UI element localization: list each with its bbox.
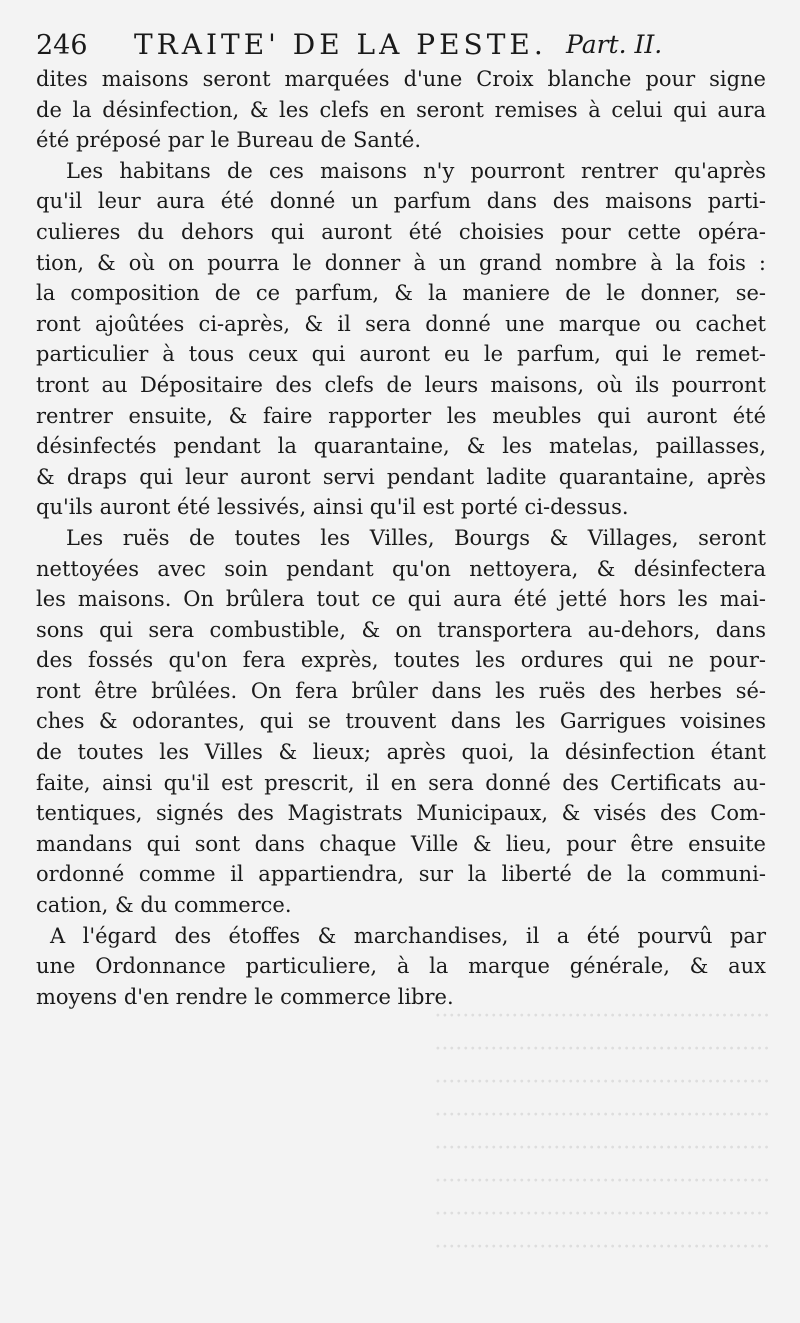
text-line: tront au Dépositaire des clefs de leurs maisons, où ils pourront: [36, 372, 766, 397]
text-line: qu'ils auront été lessivés, ainsi qu'il est porté ci-dessus.: [36, 495, 629, 520]
text-line: qu'il leur aura été donné un parfum dans des maisons parti-: [36, 189, 766, 214]
reverse-side-bleed-through: ················································ ················································ ················································ ················································ ················································ ················································ ················································ ················································: [434, 1004, 770, 1260]
text-line: mandans qui sont dans chaque Ville & lieu, pour être ensuite: [36, 831, 766, 856]
text-line: A l'égard des étoffes & marchandises, il a été pourvû par: [50, 923, 766, 948]
text-line: nettoyées avec soin pendant qu'on nettoyera, & désinfectera: [36, 556, 766, 581]
text-line: une Ordonnance particuliere, à la marque générale, & aux: [36, 954, 766, 979]
paragraph-1: [36, 64, 766, 156]
text-line: Les ruës de toutes les Villes, Bourgs & Villages, seront: [66, 525, 766, 550]
paragraph-4: [36, 921, 766, 1013]
text-line: & draps qui leur auront servi pendant ladite quarantaine, après: [36, 464, 766, 489]
page-header: [36, 26, 766, 66]
text-line: de la désinfection, & les clefs en seront remises à celui qui aura: [36, 97, 766, 122]
text-line: ront ajoûtées ci-après, & il sera donné une marque ou cachet: [36, 311, 766, 336]
text-line: tentiques, signés des Magistrats Municipaux, & visés des Com-: [36, 801, 766, 826]
running-title: TRAITE' DE LA PESTE.: [134, 28, 547, 61]
text-line: ches & odorantes, qui se trouvent dans les Garrigues voisines: [36, 709, 766, 734]
text-line: désinfectés pendant la quarantaine, & les matelas, paillasses,: [36, 434, 766, 459]
text-line: été préposé par le Bureau de Santé.: [36, 128, 422, 153]
text-line: tion, & où on pourra le donner à un grand nombre à la fois :: [36, 250, 766, 275]
text-line: sons qui sera combustible, & on transportera au-dehors, dans: [36, 617, 766, 642]
text-line: la composition de ce parfum, & la maniere de le donner, se-: [36, 281, 766, 306]
text-line: particulier à tous ceux qui auront eu le parfum, qui le remet-: [36, 342, 766, 367]
text-line: les maisons. On brûlera tout ce qui aura été jetté hors les mai-: [36, 587, 766, 612]
paragraph-3: [36, 523, 766, 921]
text-line: cation, & du commerce.: [36, 893, 292, 918]
body-text: [36, 64, 766, 1012]
text-line: ordonné comme il appartiendra, sur la liberté de la communi-: [36, 862, 766, 887]
text-line: de toutes les Villes & lieux; après quoi, la désinfection étant: [36, 740, 766, 765]
text-line: Les habitans de ces maisons n'y pourront rentrer qu'après: [66, 158, 766, 183]
part-label: Part. II.: [566, 30, 663, 59]
text-line: culieres du dehors qui auront été choisies pour cette opéra-: [36, 219, 766, 244]
text-line: faite, ainsi qu'il est prescrit, il en sera donné des Certificats au-: [36, 770, 766, 795]
text-line: rentrer ensuite, & faire rapporter les meubles qui auront été: [36, 403, 766, 428]
text-line: des fossés qu'on fera exprès, toutes les ordures qui ne pour-: [36, 648, 766, 673]
text-line: moyens d'en rendre le commerce libre.: [36, 984, 454, 1009]
text-line: dites maisons seront marquées d'une Croix blanche pour signe: [36, 67, 766, 91]
text-line: ront être brûlées. On fera brûler dans les ruës des herbes sé-: [36, 678, 766, 703]
paragraph-2: [36, 156, 766, 523]
page-number: 246: [36, 30, 88, 61]
